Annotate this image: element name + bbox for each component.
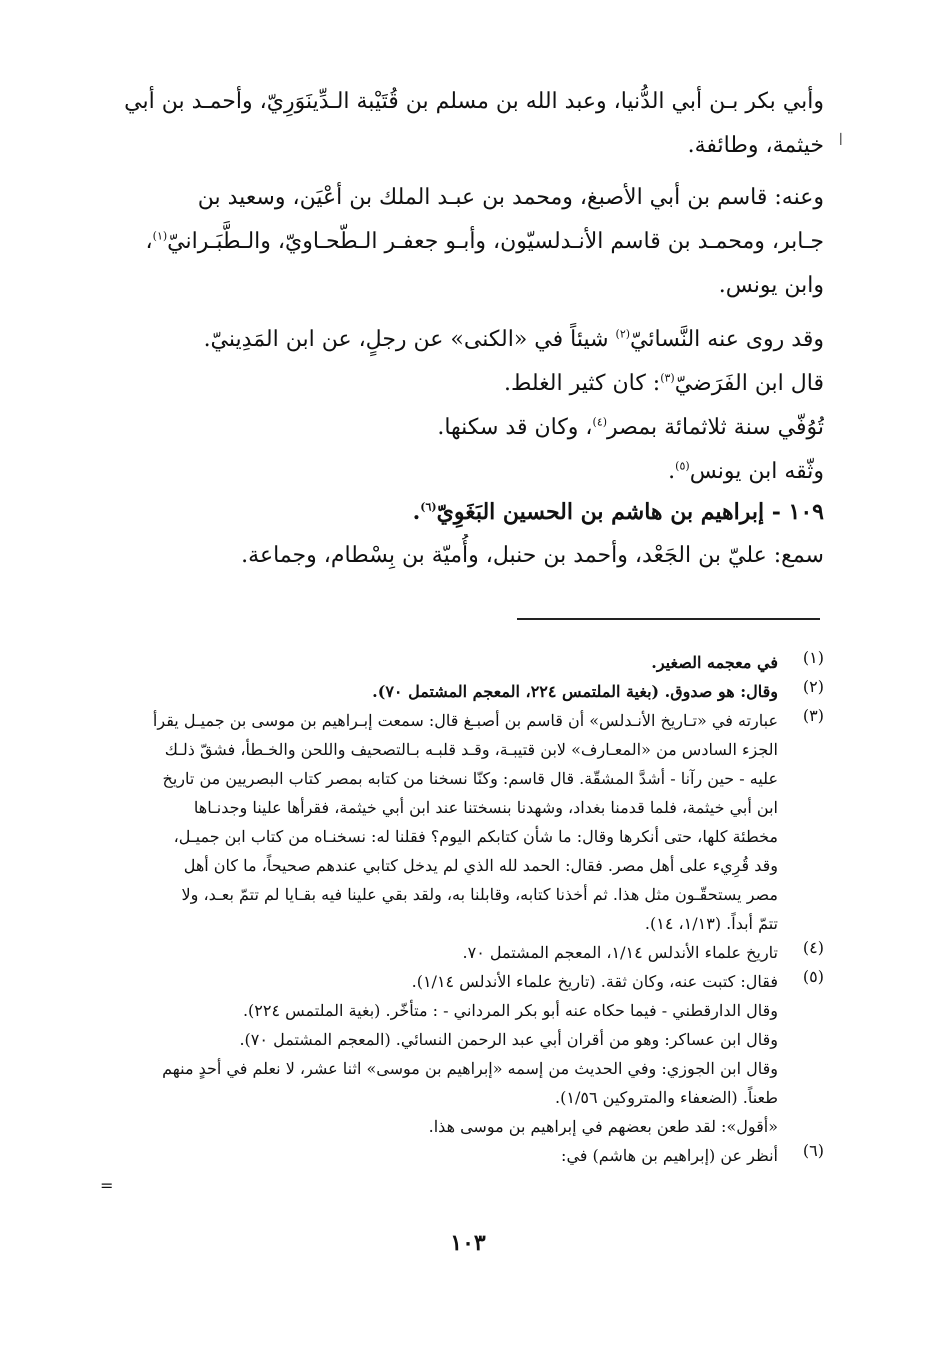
footnote-ref: (٥) — [675, 459, 690, 473]
text-line: جـابر، ومحمـد بن قاسم الأنـدلسيّون، وأبـو جعفـر الـطّحـاويّ، والـطَّبَـرانيّ$^{(١)}$، — [145, 229, 824, 254]
text-line: خيثمة، وطائفة. — [687, 133, 824, 158]
text-span: وثّقه ابن يونس — [689, 459, 824, 484]
footnote-line: عليه - حين رآنا - أشدَّ المشقّة. قال قاسم: وكنّا نسخنا من كتابه بمصر كتاب البصريين من تاريخ — [162, 769, 778, 788]
text-line: وابن يونس. — [718, 273, 824, 298]
text-line — [104, 406, 824, 450]
text-span: . — [668, 459, 676, 484]
text-span: قال ابن الفَرَضيّ — [674, 371, 824, 396]
footnote-2 — [104, 677, 824, 706]
footnote-ref: (٤) — [592, 415, 608, 429]
footnote-line: وقال ابن عساكر: وهو من أقران أبي عبد الرحمن النسائي. (المعجم المشتمل ٧٠). — [239, 1030, 778, 1049]
footnote-line: مخطئة كلها، حتى أنكرها وقال: ما شأن كتابكم اليوم؟ فقلنا له: نسخنـاه من كتاب ابن جميـل، — [173, 827, 778, 846]
footnote-number: (٢) — [802, 677, 824, 696]
text-line — [104, 450, 824, 494]
paragraph-teachers — [104, 80, 824, 168]
footnote-text: أنظر عن (إبراهيم بن هاشم) في: — [561, 1146, 778, 1165]
text-line — [104, 318, 824, 362]
footnote-line: وقد قُرِيء على أهل مصر. فقال: الحمد لله الذي لم يدخل كتابي عندهم صحيحاً، ما كان أهل — [183, 856, 778, 875]
margin-mark: ا — [838, 130, 843, 149]
text-span: تُوُفّي سنة ثلاثمائة بمصر — [607, 415, 824, 440]
text-line: وأبي بكر بـن أبي الدُّنيا، وعبد الله بن مسلم بن قُتَيْبة الـدِّينَوَرِيّ، وأحمـد بن أبي — [124, 89, 824, 114]
footnote-5 — [104, 967, 824, 996]
footnote-line: «أقول»: لقد طعن بعضهم في إبراهيم بن موسى هذا. — [428, 1117, 778, 1136]
footnote-separator — [517, 618, 820, 620]
footnote-text: وقال: هو صدوق. (بغية الملتمس ٢٢٤، المعجم المشتمل ٧٠). — [372, 682, 778, 701]
footnote-number: (٤) — [802, 938, 824, 957]
footnote-number: (١) — [802, 648, 824, 667]
footnote-6 — [104, 1141, 824, 1170]
footnote-number: (٥) — [802, 967, 824, 986]
text-line: سمع: عليّ بن الجَعْد، وأحمد بن حنبل، وأُميّة بن بِسْطام، وجماعة. — [241, 543, 824, 568]
footnote-3 — [104, 706, 824, 938]
entry-109 — [104, 490, 824, 578]
heading-end: . — [412, 499, 421, 525]
text-span: وقد روى عنه النَّسائيّ — [630, 327, 824, 352]
footnote-text: تاريخ علماء الأندلس ١/١٤، المعجم المشتمل ٧٠. — [462, 943, 778, 962]
footnote-number: (٣) — [802, 706, 824, 725]
footnote-line: وقال الدارقطني - فيما حكاه عنه أبو بكر المرداني - : متأخّر. (بغية الملتمس ٢٢٤). — [242, 1001, 778, 1020]
paragraph-students — [104, 176, 824, 308]
text-line — [104, 362, 824, 406]
footnote-ref: (٦) — [420, 500, 437, 514]
heading-text: ١٠٩ - إبراهيم بن هاشم بن الحسين البَغَوِيّ — [436, 499, 824, 525]
text-line: وعنه: قاسم بن أبي الأصبغ، ومحمد بن عبـد الملك بن أعْيَن، وسعيد بن — [197, 185, 824, 210]
footnote-1 — [104, 648, 824, 677]
footnotes — [104, 648, 824, 1170]
paragraph-notes — [104, 318, 824, 494]
text-span: : كان كثير الغلط. — [504, 371, 661, 396]
text-span: ، وكان قد سكنها. — [437, 415, 593, 440]
entry-heading — [104, 490, 824, 534]
footnote-ref: (٢) — [615, 327, 631, 341]
footnote-line: عبارته في «تـاريخ الأنـدلس» أن قاسم بن أصبـغ قال: سمعت إبـراهيم بن موسى بن جميـل يقرأ — [152, 711, 778, 730]
footnote-text: فقال: كتبت عنه، وكان ثقة. (تاريخ علماء الأندلس ١/١٤). — [411, 972, 778, 991]
footnote-number: (٦) — [802, 1141, 824, 1160]
continuation-mark: = — [100, 1176, 114, 1195]
text-span: جـابر، ومحمـد بن قاسم الأنـدلسيّون، وأبـو جعفـر الـطّحـاويّ، والـطَّبَـرانيّ — [167, 229, 824, 254]
footnote-ref: (٣) — [660, 371, 675, 385]
page-number: ١٠٣ — [450, 1230, 486, 1256]
footnote-4 — [104, 938, 824, 967]
text-span: شيئاً في «الكنى» عن رجلٍ، عن ابن المَدِينيّ. — [203, 327, 616, 352]
footnote-line: تتمّ أبداً. (١/١٣، ١٤). — [644, 914, 778, 933]
footnote-line: مصر يستحقّـون مثل هذا. ثم أخذنا كتابه، وقابلنا به، ولقد بقي علينا فيه بقـايا لم تتمّ بعـد، ولا — [181, 885, 778, 904]
footnote-line: وقال ابن الجوزي: وفي الحديث من إسمه «إبراهيم بن موسى» اثنا عشر، لا نعلم في أحدٍ منهم — [162, 1059, 778, 1078]
footnote-text: في معجمه الصغير. — [651, 653, 778, 672]
footnote-line: الجزء السادس من «المعـارف» لابن قتيبـة، وقـد قلبـه بـالتصحيف واللحن والخـطأ، فشقّ ذلـك — [164, 740, 778, 759]
footnote-line: طعناً. (الضعفاء والمتروكين ١/٥٦). — [555, 1088, 778, 1107]
footnote-line: ابن أبي خيثمة، فلما قدمنا بغداد، وشهدنا بنسختنا عند ابن أبي خيثمة، فقرأها علينا وجدنـاها — [193, 798, 778, 817]
footnote-ref: (١) — [152, 229, 168, 243]
